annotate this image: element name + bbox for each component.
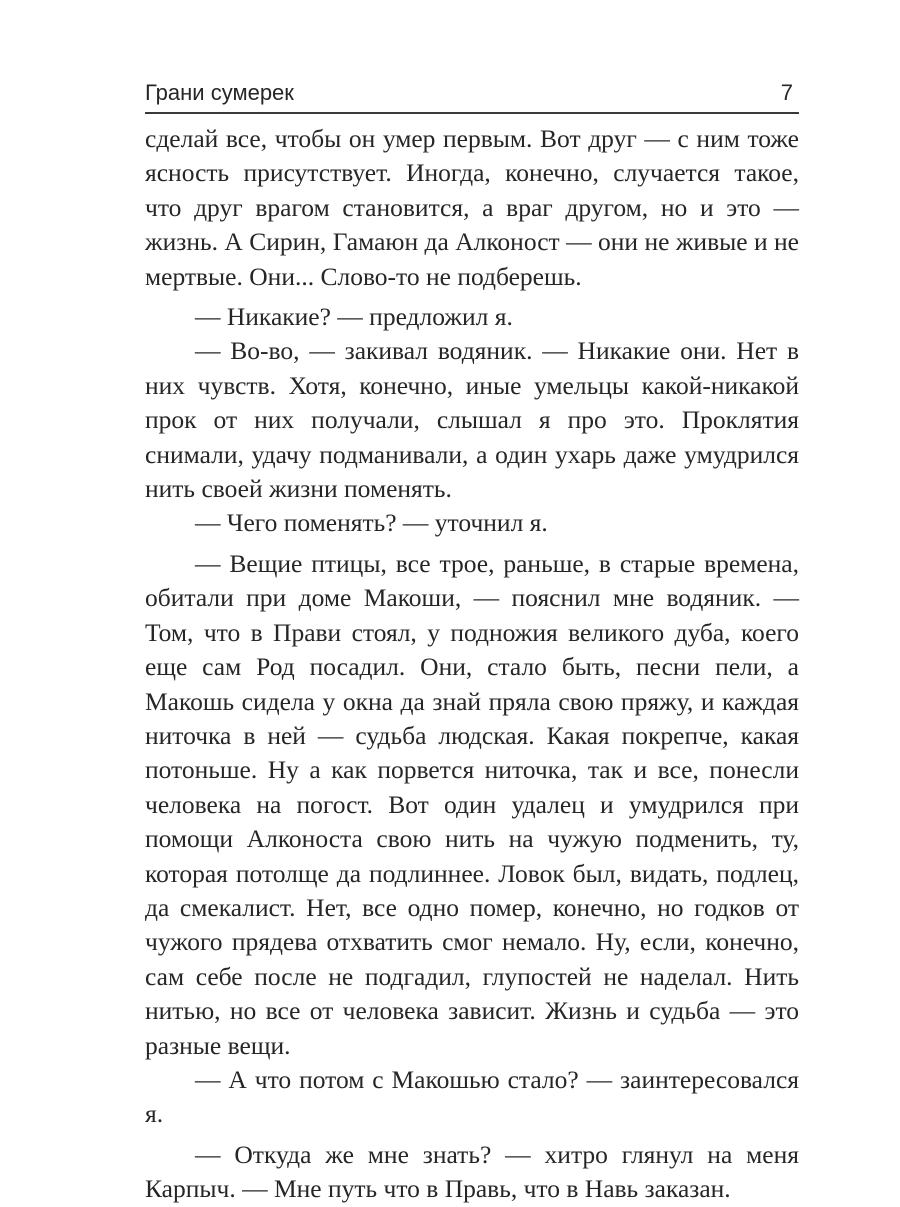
paragraph: — Чего поменять? — уточнил я. (195, 508, 548, 538)
paragraph: — Во-во, — закивал водяник. — Никакие они. Нет в них чувств. Хотя, конечно, иные умельцы какой-никакой прок от них получали, слышал я про это. Проклятия снимали, удачу подманивали, а один ухарь даже умудрился нить своей жизни поменять. (145, 336, 799, 504)
paragraph: — Откуда же мне знать? — хитро глянул на меня Карпыч. — Мне путь что в Правь, что в Навь заказан. (145, 1139, 799, 1204)
header-rule (145, 112, 799, 114)
running-header (145, 76, 799, 110)
body-text (145, 122, 799, 1207)
paragraph: — А что потом с Макошью стало? — заинтересовался я. (145, 1064, 799, 1129)
paragraph: — Никакие? — предложил я. (195, 302, 513, 332)
page-number: 7 (780, 80, 793, 105)
paragraph: сделай все, чтобы он умер первым. Вот друг — с ним тоже ясность присутствует. Иногда, конечно, случается такое, что друг врагом становится, а враг другом, но и это — жизнь. А Сирин, Гамаюн да Алконост — они не живые и не мертвые. Они... Слово-то не подберешь. (145, 124, 799, 291)
book-title: Грани сумерек (145, 80, 294, 105)
paragraph: — Вещие птицы, все трое, раньше, в старые времена, обитали при доме Макоши, — пояснил мне водяник. — Том, что в Прави стоял, у подножия великого дуба, коего еще сам Род посадил. Они, стало быть, песни пели, а Макошь сидела у окна да знай пряла свою пряжу, и каждая ниточка в ней — судьба людская. Какая покрепче, какая потоньше. Ну а как порвется ниточка, так и все, понесли человека на погост. Вот один удалец и умудрился при помощи Алконоста свою нить на чужую подменить, ту, которая потолще да подлиннее. Ловок был, видать, подлец, да смекалист. Нет, все одно помер, конечно, но годков от чужого прядева отхватить смог немало. Ну, если, конечно, сам себе после не подгадил, глупостей не наделал. Нить нитью, но все от человека зависит. Жизнь и судьба — это разные вещи. (145, 548, 799, 1060)
